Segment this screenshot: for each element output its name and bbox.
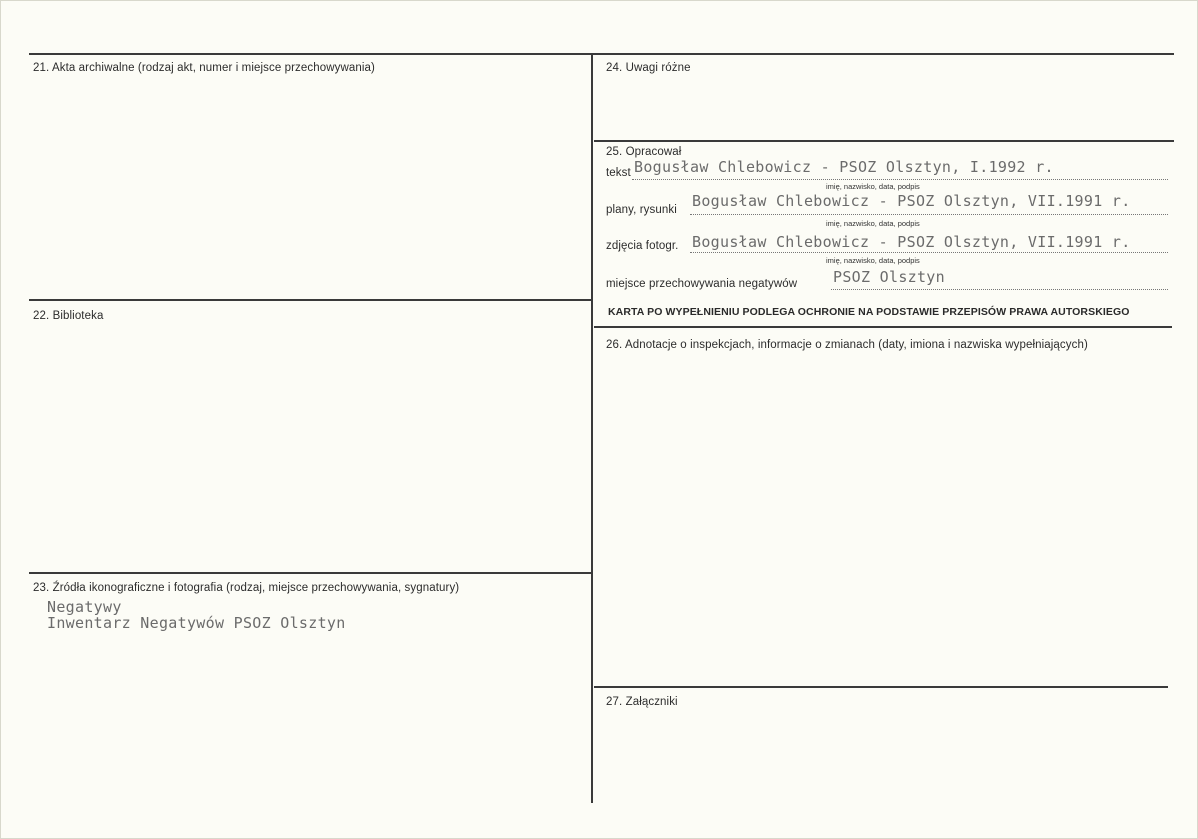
rule-26-27	[594, 686, 1168, 688]
photos-author-hint: imię, nazwisko, data, podpis	[826, 256, 920, 265]
section-22-label: 22. Biblioteka	[33, 310, 104, 322]
section-21-label: 21. Akta archiwalne (rodzaj akt, numer i miejsce przechowywania)	[33, 62, 375, 74]
plans-author-hint: imię, nazwisko, data, podpis	[826, 219, 920, 228]
text-author-label: tekst	[606, 167, 631, 179]
top-rule	[29, 53, 1174, 55]
rule-22-23	[29, 572, 592, 574]
rule-21-22	[29, 299, 592, 301]
section-23-line-2: Inwentarz Negatywów PSOZ Olsztyn	[47, 614, 346, 632]
section-26-label: 26. Adnotacje o inspekcjach, informacje o zmianach (daty, imiona i nazwiska wypełniających)	[606, 339, 1088, 351]
negatives-storage-value: PSOZ Olsztyn	[833, 268, 945, 286]
section-24-label: 24. Uwagi różne	[606, 62, 691, 74]
plans-author-value: Bogusław Chlebowicz - PSOZ Olsztyn, VII.1991 r.	[692, 192, 1131, 210]
text-author-line	[632, 179, 1168, 180]
text-author-value: Bogusław Chlebowicz - PSOZ Olsztyn, I.1992 r.	[634, 158, 1054, 176]
section-23-label: 23. Źródła ikonograficzne i fotografia (rodzaj, miejsce przechowywania, sygnatury)	[33, 582, 460, 594]
center-divider	[591, 53, 593, 803]
rule-25-26	[594, 326, 1172, 328]
negatives-storage-label: miejsce przechowywania negatywów	[606, 278, 798, 290]
section-27-label: 27. Załączniki	[606, 696, 678, 708]
photos-author-value: Bogusław Chlebowicz - PSOZ Olsztyn, VII.1991 r.	[692, 233, 1131, 251]
plans-author-line	[690, 214, 1168, 215]
photos-author-label: zdjęcia fotogr.	[606, 240, 679, 252]
copyright-notice: KARTA PO WYPEŁNIENIU PODLEGA OCHRONIE NA PODSTAWIE PRZEPISÓW PRAWA AUTORSKIEGO	[608, 306, 1130, 318]
text-author-hint: imię, nazwisko, data, podpis	[826, 182, 920, 191]
photos-author-line	[690, 252, 1168, 253]
negatives-storage-line	[831, 289, 1168, 290]
section-23-line-1: Negatywy	[47, 598, 122, 616]
section-25-label: 25. Opracował	[606, 146, 682, 158]
plans-author-label: plany, rysunki	[606, 204, 677, 216]
rule-24-25	[594, 140, 1174, 142]
